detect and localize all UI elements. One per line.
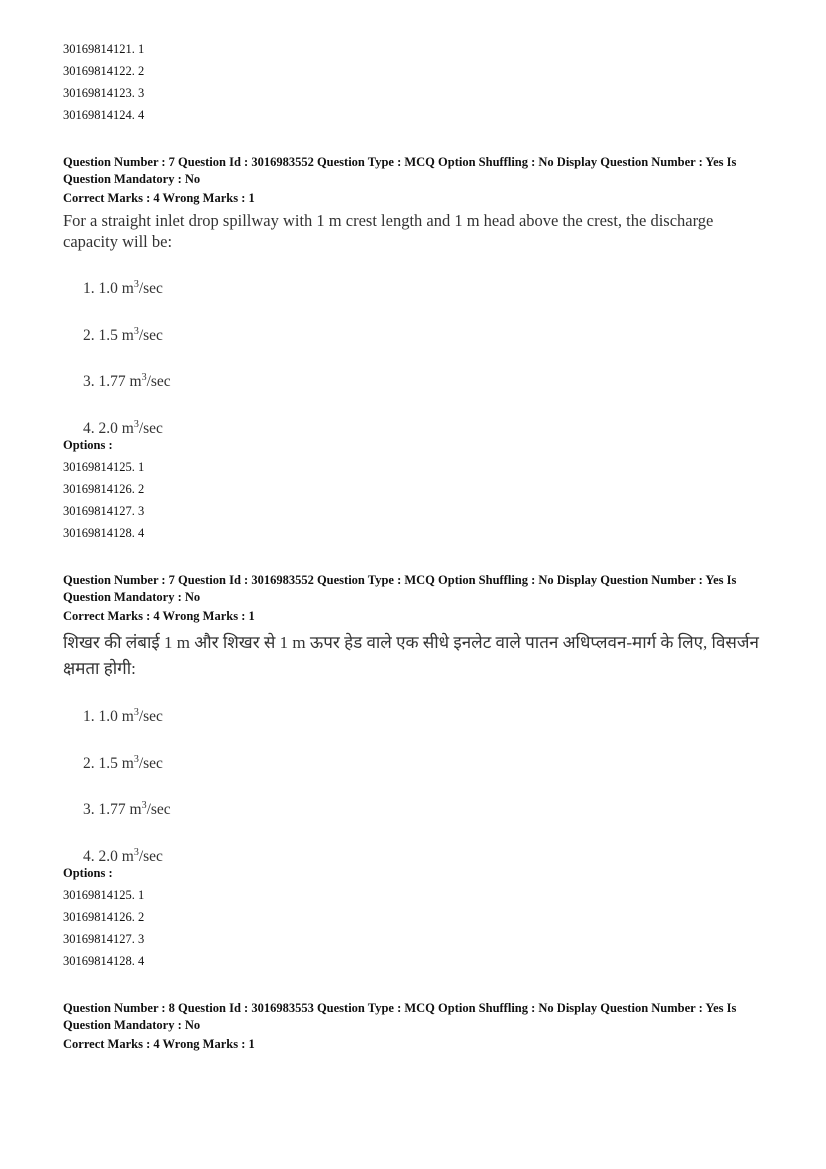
answer-choice <box>83 751 163 773</box>
answer-choice <box>83 276 163 298</box>
choice-superscript: 3 <box>133 279 139 290</box>
choice-text: 3. 1.77 m <box>83 801 142 818</box>
question-header: Question Number : 8 Question Id : 3016983553 Question Type : MCQ Option Shuffling : No Display Question Number : Yes Is Question Mandatory : No <box>63 1001 737 1032</box>
answer-choice <box>83 844 163 866</box>
choice-unit: /sec <box>146 373 171 390</box>
choice-unit: /sec <box>138 327 163 344</box>
choice-superscript: 3 <box>133 419 139 430</box>
choice-unit: /sec <box>138 280 163 297</box>
choice-text: 1. 1.0 m <box>83 708 134 725</box>
option-id-line: 30169814125. 1 <box>63 460 145 474</box>
option-id-line: 30169814123. 3 <box>63 86 145 100</box>
choice-superscript: 3 <box>133 847 139 858</box>
question-marks: Correct Marks : 4 Wrong Marks : 1 <box>63 191 255 205</box>
answer-choice <box>83 369 171 391</box>
choice-unit: /sec <box>146 801 171 818</box>
answer-choice <box>83 323 163 345</box>
choice-text: 3. 1.77 m <box>83 373 142 390</box>
option-id-line: 30169814121. 1 <box>63 42 145 56</box>
question-header: Question Number : 7 Question Id : 3016983552 Question Type : MCQ Option Shuffling : No Display Question Number : Yes Is Question Mandatory : No <box>63 573 737 604</box>
answer-choice <box>83 704 163 726</box>
choice-unit: /sec <box>138 420 163 437</box>
question-text: For a straight inlet drop spillway with 1 m crest length and 1 m head above the crest, the discharge capacity will be: <box>63 211 714 251</box>
choice-unit: /sec <box>138 708 163 725</box>
option-id-line: 30169814128. 4 <box>63 954 145 968</box>
option-id-line: 30169814124. 4 <box>63 108 145 122</box>
choice-superscript: 3 <box>133 754 139 765</box>
choice-unit: /sec <box>138 848 163 865</box>
question-text-hindi: शिखर की लंबाई 1 m और शिखर से 1 m ऊपर हेड वाले एक सीधे इनलेट वाले पातन अधिप्लवन-मार्ग के लिए, विसर्जन क्षमता होगी: <box>63 633 759 678</box>
question-header: Question Number : 7 Question Id : 3016983552 Question Type : MCQ Option Shuffling : No Display Question Number : Yes Is Question Mandatory : No <box>63 155 737 186</box>
choice-text: 4. 2.0 m <box>83 848 134 865</box>
choice-superscript: 3 <box>141 372 147 383</box>
choice-superscript: 3 <box>141 800 147 811</box>
option-id-line: 30169814128. 4 <box>63 526 145 540</box>
choice-superscript: 3 <box>133 707 139 718</box>
options-label: Options : <box>63 866 113 880</box>
option-id-line: 30169814125. 1 <box>63 888 145 902</box>
choice-text: 4. 2.0 m <box>83 420 134 437</box>
choice-text: 1. 1.0 m <box>83 280 134 297</box>
option-id-line: 30169814127. 3 <box>63 932 145 946</box>
choice-text: 2. 1.5 m <box>83 327 134 344</box>
answer-choice <box>83 797 171 819</box>
choice-superscript: 3 <box>133 326 139 337</box>
choice-text: 2. 1.5 m <box>83 755 134 772</box>
choice-unit: /sec <box>138 755 163 772</box>
question-marks: Correct Marks : 4 Wrong Marks : 1 <box>63 1037 255 1051</box>
option-id-line: 30169814127. 3 <box>63 504 145 518</box>
option-id-line: 30169814122. 2 <box>63 64 145 78</box>
option-id-line: 30169814126. 2 <box>63 910 145 924</box>
option-id-line: 30169814126. 2 <box>63 482 145 496</box>
question-marks: Correct Marks : 4 Wrong Marks : 1 <box>63 609 255 623</box>
answer-choice <box>83 416 163 438</box>
options-label: Options : <box>63 438 113 452</box>
